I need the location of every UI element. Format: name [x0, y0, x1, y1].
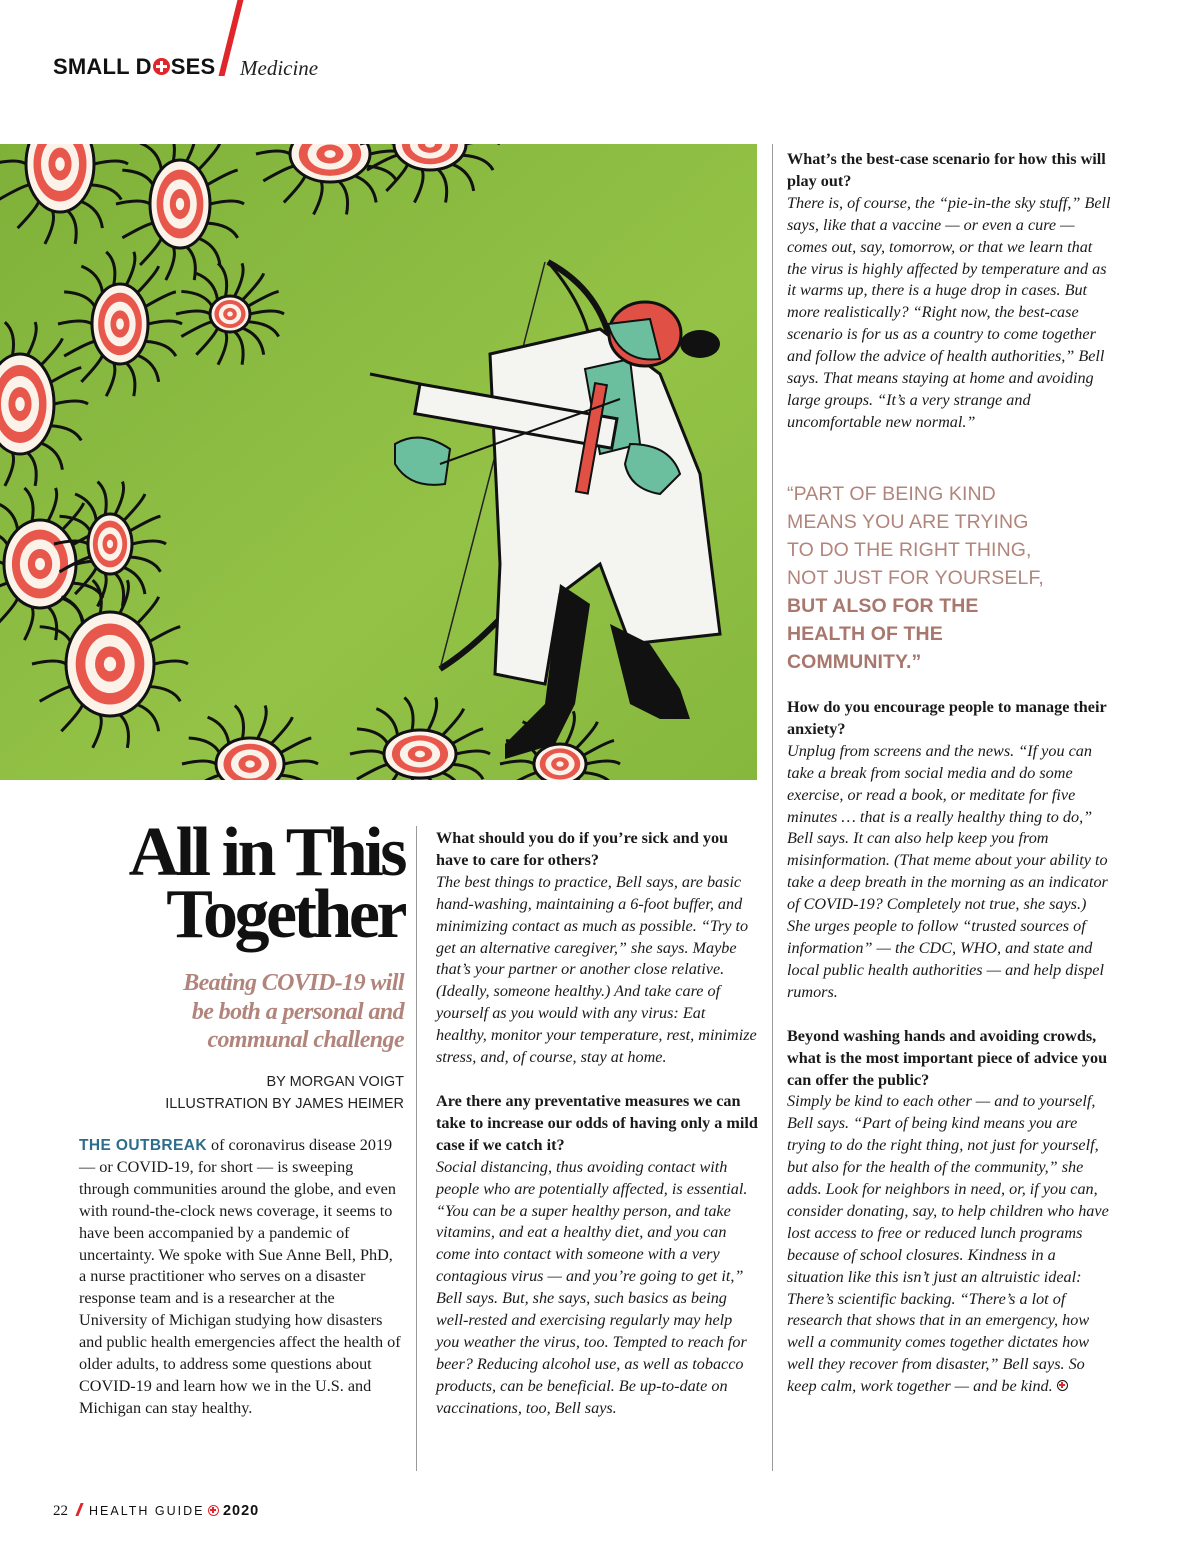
section-label-pre: SMALL D: [53, 54, 152, 79]
article-subtitle: [104, 969, 404, 1055]
question-5: Beyond washing hands and avoiding crowds, what is the most important piece of advice you can offer the public?: [787, 1026, 1108, 1089]
column-rule-2: [772, 144, 773, 1471]
pull-quote-regular: “PART OF BEING KIND MEANS YOU ARE TRYING TO DO THE RIGHT THING, NOT JUST FOR YOURSELF,: [787, 483, 1044, 589]
intro-column: [79, 1135, 401, 1420]
subtitle-line-2: be both a personal and: [191, 998, 404, 1025]
intro-text: of coronavirus disease 2019 — or COVID-19, for short — is sweeping through communities around the globe, and even with round-the-clock news coverage, it seems to have been accompanied by a pandemic of uncertainty. We spoke with Sue Anne Bell, PhD, a nurse practitioner who serves on a disaster response team and is a researcher at the University of Michigan studying how disasters and public health emergencies affect the health of older adults, to address some questions about COVID-19 and learn how we in the U.S. and Michigan can stay healthy.: [79, 1136, 401, 1417]
question-4: How do you encourage people to manage their anxiety?: [787, 698, 1107, 738]
subtitle-line-1: Beating COVID-19 will: [183, 970, 404, 996]
question-1: What should you do if you’re sick and you have to care for others?: [436, 829, 729, 869]
answer-3: There is, of course, the “pie-in-the sky stuff,” Bell says, like that a vaccine — or even a cure — comes out, say, tomorrow, or that we learn that the virus is highly affected by temperature and as it warms up, there is a huge drop in cases. But more realistically? “Right now, the best-case scenario is for us as a country to come together and follow the advice of health authorities,” Bell says. That means staying at home and avoiding large groups. “It’s a very strange and uncomfortable new normal.”: [787, 193, 1111, 431]
page-number: 22: [53, 1503, 68, 1519]
section-label-post: SES: [170, 54, 216, 79]
medical-cross-icon: [208, 1505, 219, 1516]
page-footer: [53, 1503, 259, 1520]
publication-name: HEALTH GUIDE: [89, 1504, 205, 1518]
right-column-bottom: [787, 697, 1112, 1398]
answer-4: Unplug from screens and the news. “If you can take a break from social media and do some exercise, or read a book, or meditate for five minutes … that is a really healthy thing to do,” Bell says. It can also help keep you from misinformation. (That meme about your ability to take a deep breath in the morning as an indicator of COVID-19? Completely not true, she says.) She urges people to follow “trusted sources of information” — the CDC, WHO, and state and local public health authorities — and help dispel rumors.: [787, 741, 1108, 1001]
footer-slash: [75, 1503, 83, 1516]
right-column-top: [787, 149, 1112, 434]
middle-column: [436, 828, 758, 1420]
answer-1: The best things to practice, Bell says, are basic hand-washing, maintaining a 6-foot buffer, and minimizing contact as much as possible. “Try to get an alternative caregiver,” she says. Maybe that’s your partner or another close relative. (Ideally, someone healthy.) And take care of yourself as you would with any virus: Eat healthy, monitor your temperature, rest, minimize stress, and, of course, stay at home.: [436, 872, 757, 1067]
article-title: [44, 814, 404, 953]
author-credit: BY MORGAN VOIGT: [266, 1074, 404, 1090]
medical-cross-icon: [153, 58, 170, 75]
question-2: Are there any preventative measures we can take to increase our odds of having only a mild case if we catch it?: [436, 1091, 758, 1154]
byline: [84, 1071, 404, 1115]
subtitle-line-3: communal challenge: [207, 1027, 404, 1053]
column-rule-1: [416, 826, 417, 1471]
pull-quote-bold: BUT ALSO FOR THE HEALTH OF THE COMMUNITY.”: [787, 595, 979, 673]
end-mark-icon: [1057, 1380, 1068, 1391]
title-line-1: All in This: [128, 814, 404, 891]
answer-5: Simply be kind to each other — and to yourself, Bell says. “Part of being kind means you are trying to do the right thing, not just for yourself, but also for the health of the community,” she adds. Look for neighbors in need, or, if you can, consider donating, say, to help children who have lost access to free or reduced lunch programs because of school closures. Kindness in a situation like this isn’t just an altruistic ideal: There’s scientific backing. “There’s a lot of research that shows that in an emergency, how well a community comes together dictates how well they recover from disaster,” Bell says. So keep calm, work together — and be kind.: [787, 1092, 1109, 1396]
title-line-2: Together: [166, 876, 404, 953]
pull-quote: [787, 480, 1047, 676]
question-3: What’s the best-case scenario for how this will play out?: [787, 150, 1106, 190]
subsection-label: Medicine: [240, 56, 319, 80]
illustration-doctor-archer: [0, 144, 757, 780]
intro-lead-in: THE OUTBREAK: [79, 1137, 207, 1154]
answer-2: Social distancing, thus avoiding contact with people who are potentially affected, is essential. “You can be a super healthy person, and take vitamins, and eat a healthy diet, and you can come into contact with someone with a very contagious virus — and you’re going to get it,” Bell says. But, she says, such basics as being well-rested and exercising regularly may help you weather the virus, too. Tempted to reach for beer? Reducing alcohol use, as well as tobacco products, can be beneficial. Be up-to-date on vaccinations, too, Bell says.: [436, 1157, 748, 1417]
answer-5-wrap: [787, 1091, 1112, 1398]
illustration-credit: ILLUSTRATION BY JAMES HEIMER: [165, 1096, 404, 1112]
intro-paragraph: [79, 1135, 401, 1420]
publication-year: 2020: [222, 1503, 260, 1519]
section-label: [53, 54, 215, 80]
